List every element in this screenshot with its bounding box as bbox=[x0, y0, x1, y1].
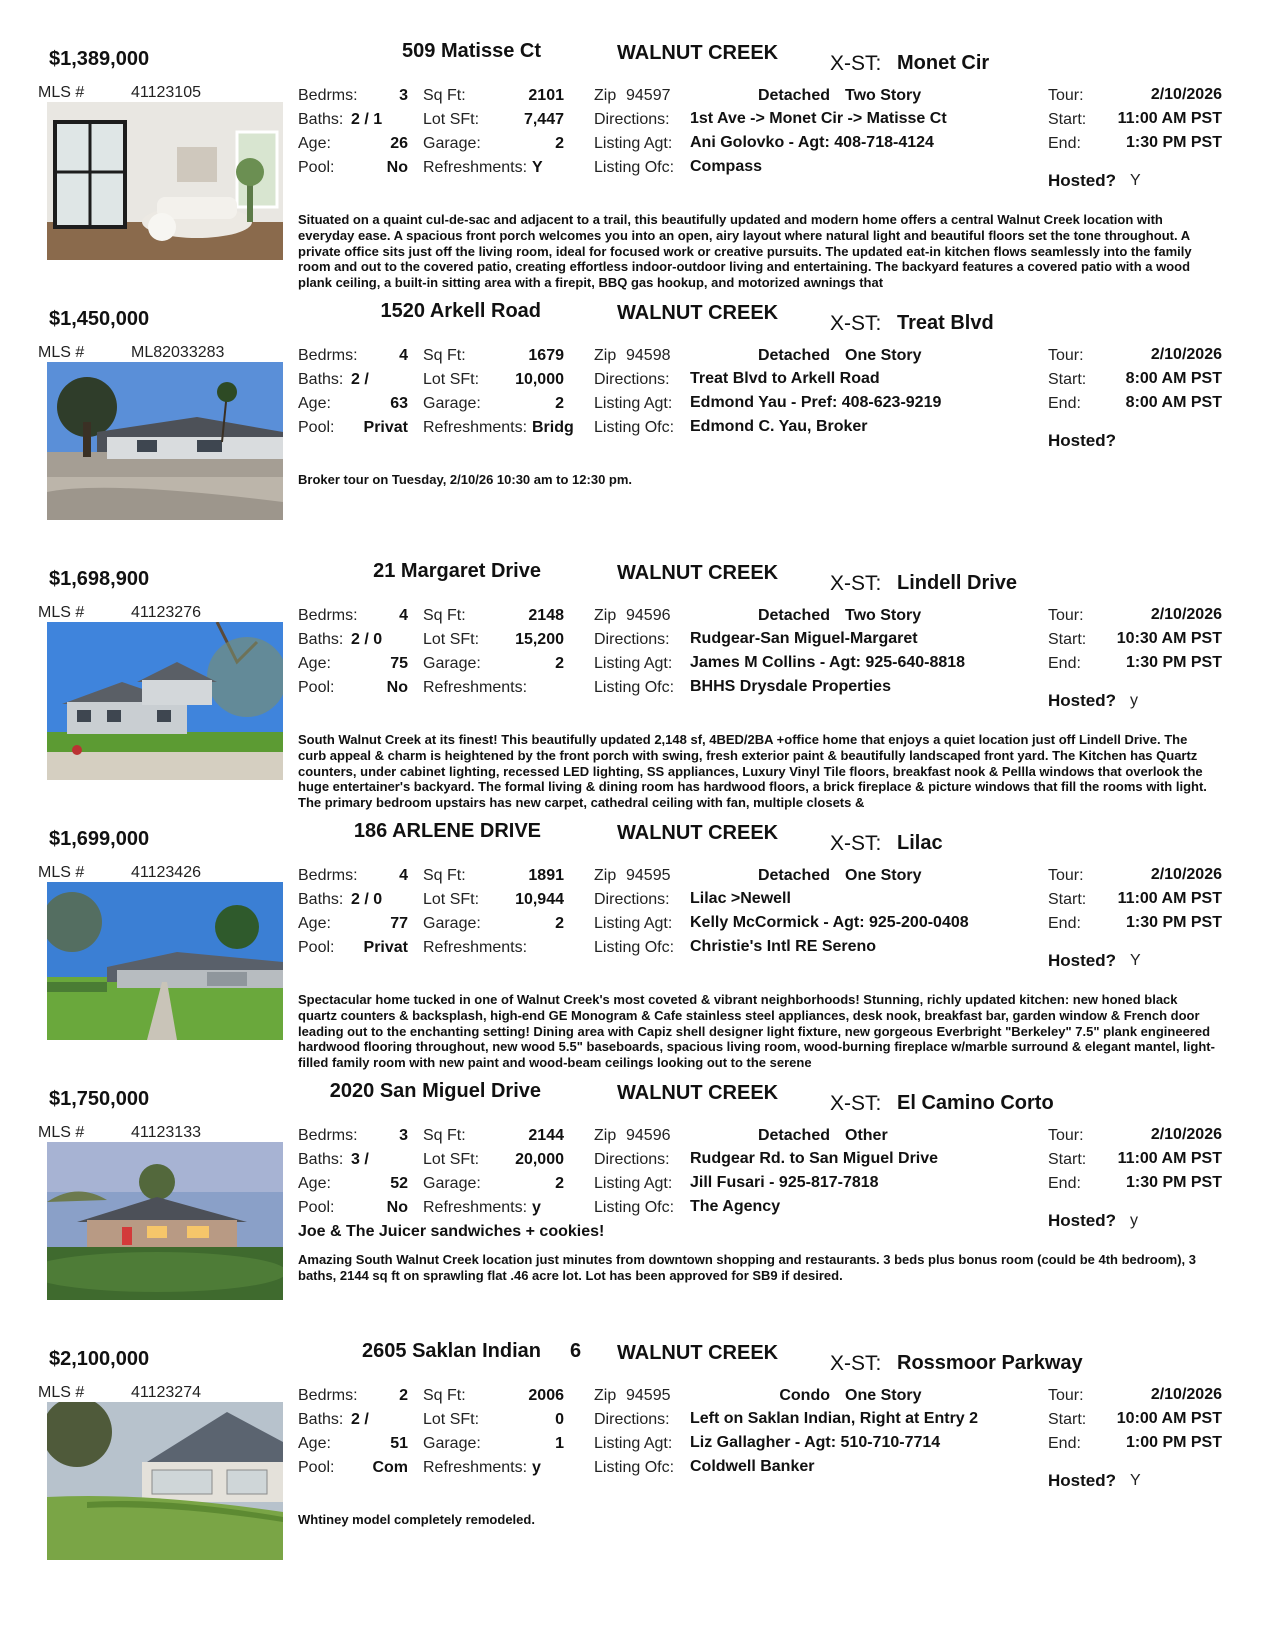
zip-label: Zip bbox=[594, 1127, 617, 1144]
listing-agent-value: Kelly McCormick - Agt: 925-200-0408 bbox=[690, 914, 969, 931]
listing-agent-label: Listing Agt: bbox=[594, 915, 673, 932]
listing-block bbox=[0, 296, 1275, 556]
lot-sqft-value: 7,447 bbox=[523, 111, 564, 128]
end-time-label: End: bbox=[1048, 655, 1081, 672]
listing-remarks: South Walnut Creek at its finest! This beautifully updated 2,148 sf, 4BED/2BA +office home that enjoys a quiet location just off Lindell Drive. The curb appeal & charm is heightened by the front porch with swing, fresh exterior paint & beautifully landscaped front yard. The Kitchen has Quartz counters, under cabinet lighting, recessed LED lighting, SS appliances, Luxury Vinyl Tile floors, breakfast nook & Pellla windows that overlook the huge entertainer's backyard. The formal living & dining room has hardwood floors, a brick fireplace & picture windows that fill the rooms with light. The primary bedroom upstairs has new carpet, cathedral ceiling with fan, multiple closets & bbox=[298, 732, 1207, 811]
start-time-value: 11:00 AM PST bbox=[1117, 890, 1222, 907]
listing-block bbox=[0, 556, 1275, 816]
lot-sqft-value: 20,000 bbox=[515, 1151, 564, 1168]
directions-label: Directions: bbox=[594, 1151, 670, 1168]
listing-price: $1,389,000 bbox=[49, 48, 150, 70]
pool-value: Privat bbox=[363, 939, 408, 956]
cross-street-label: X-ST: bbox=[830, 832, 882, 855]
garage-label: Garage: bbox=[423, 915, 481, 932]
baths-value: 2 / 0 bbox=[351, 631, 383, 648]
age-value: 77 bbox=[390, 915, 408, 932]
listing-office-label: Listing Ofc: bbox=[594, 419, 675, 436]
sqft-label: Sq Ft: bbox=[423, 1387, 466, 1404]
tour-date-label: Tour: bbox=[1048, 87, 1084, 104]
pool-label: Pool: bbox=[298, 679, 335, 696]
end-time-value: 1:30 PM PST bbox=[1125, 134, 1222, 151]
property-type: Detached bbox=[757, 607, 830, 624]
lot-sqft-value: 0 bbox=[555, 1411, 564, 1428]
age-label: Age: bbox=[298, 395, 331, 412]
stories: Two Story bbox=[845, 87, 922, 104]
end-time-label: End: bbox=[1048, 135, 1081, 152]
listing-address[interactable]: 2605 Saklan Indian bbox=[362, 1340, 541, 1362]
refreshments-label: Refreshments: bbox=[423, 1199, 528, 1216]
listing-office-value: Compass bbox=[690, 158, 763, 175]
listing-unit: 6 bbox=[570, 1340, 582, 1362]
mls-number: 41123426 bbox=[131, 864, 201, 881]
bedrooms-value: 2 bbox=[399, 1387, 408, 1404]
hosted-value: Y bbox=[1130, 1472, 1141, 1489]
listing-office-value: Edmond C. Yau, Broker bbox=[690, 418, 868, 435]
bedrooms-label: Bedrms: bbox=[298, 347, 358, 364]
listing-address[interactable]: 2020 San Miguel Drive bbox=[329, 1080, 541, 1102]
sqft-value: 1891 bbox=[528, 867, 564, 884]
listing-address[interactable]: 21 Margaret Drive bbox=[373, 560, 541, 582]
garage-value: 1 bbox=[555, 1435, 564, 1452]
start-time-label: Start: bbox=[1048, 1151, 1087, 1168]
cross-street-label: X-ST: bbox=[830, 1092, 882, 1115]
baths-label: Baths: bbox=[298, 1411, 344, 1428]
listing-office-label: Listing Ofc: bbox=[594, 939, 675, 956]
end-time-label: End: bbox=[1048, 395, 1081, 412]
mls-label: MLS # bbox=[38, 864, 85, 881]
directions-label: Directions: bbox=[594, 111, 670, 128]
stories: Other bbox=[845, 1127, 888, 1144]
pool-value: No bbox=[386, 679, 408, 696]
listing-address[interactable]: 1520 Arkell Road bbox=[380, 300, 541, 322]
listing-price: $1,698,900 bbox=[49, 568, 150, 590]
listing-agent-label: Listing Agt: bbox=[594, 1175, 673, 1192]
lot-sqft-label: Lot SFt: bbox=[423, 631, 480, 648]
lot-sqft-label: Lot SFt: bbox=[423, 371, 480, 388]
property-type: Detached bbox=[757, 867, 830, 884]
property-type: Detached bbox=[757, 1127, 830, 1144]
mls-number: ML82033283 bbox=[131, 344, 225, 361]
directions-label: Directions: bbox=[594, 1411, 670, 1428]
refreshments-label: Refreshments: bbox=[423, 159, 528, 176]
listing-office-label: Listing Ofc: bbox=[594, 679, 675, 696]
tour-date-value: 2/10/2026 bbox=[1150, 606, 1222, 623]
listing-city: WALNUT CREEK bbox=[617, 42, 779, 64]
sqft-label: Sq Ft: bbox=[423, 87, 466, 104]
bedrooms-label: Bedrms: bbox=[298, 867, 358, 884]
start-time-value: 10:00 AM PST bbox=[1116, 1410, 1222, 1427]
start-time-label: Start: bbox=[1048, 631, 1087, 648]
listing-office-value: The Agency bbox=[690, 1198, 781, 1215]
cross-street-label: X-ST: bbox=[830, 1352, 882, 1375]
directions-value: Rudgear Rd. to San Miguel Drive bbox=[690, 1150, 939, 1167]
start-time-label: Start: bbox=[1048, 1411, 1087, 1428]
listing-agent-value: James M Collins - Agt: 925-640-8818 bbox=[690, 654, 966, 671]
age-value: 51 bbox=[390, 1435, 408, 1452]
garage-value: 2 bbox=[555, 655, 564, 672]
listing-office-label: Listing Ofc: bbox=[594, 1199, 675, 1216]
listing-remarks: Whtiney model completely remodeled. bbox=[298, 1512, 535, 1527]
listing-remarks: Amazing South Walnut Creek location just minutes from downtown shopping and restaurants. 3 beds plus bonus room (could be 4th bedroom), 3 baths, 2144 sq ft on sprawling flat .46 acre lot. Lot has been approved for SB9 if desired. bbox=[298, 1252, 1197, 1283]
age-value: 26 bbox=[390, 135, 408, 152]
sqft-value: 2101 bbox=[528, 87, 564, 104]
lot-sqft-label: Lot SFt: bbox=[423, 891, 480, 908]
refreshment-note: Joe & The Juicer sandwiches + cookies! bbox=[298, 1223, 605, 1240]
listing-price: $1,750,000 bbox=[49, 1088, 150, 1110]
bedrooms-value: 3 bbox=[399, 1127, 408, 1144]
cross-street: Rossmoor Parkway bbox=[897, 1352, 1083, 1374]
pool-label: Pool: bbox=[298, 419, 335, 436]
listing-address[interactable]: 186 ARLENE DRIVE bbox=[353, 820, 541, 842]
listing-agent-label: Listing Agt: bbox=[594, 655, 673, 672]
hosted-label: Hosted? bbox=[1048, 431, 1116, 450]
directions-value: Rudgear-San Miguel-Margaret bbox=[690, 630, 918, 647]
hosted-label: Hosted? bbox=[1048, 691, 1116, 710]
pool-value: No bbox=[386, 159, 408, 176]
listing-remarks: Spectacular home tucked in one of Walnut Creek's most coveted & vibrant neighborhoods! Stunning, richly updated kitchen: new honed black quartz counters & backsplash, high-end GE Monogram & Cafe stainless steel appliances, desk nook, breakfast bar, garden window & French door leading out to the enchanting setting! Dining area with Capiz shell designer light fixture, new gorgeous Everbright "Berkeley" 7.5" plank engineered hardwood flooring throughout, new wood 5.5" baseboards, spacious living room, wood-burning fireplace w/marble surround & elegant mantel, light-filled family room with new paint and wood-beam ceilings looking out to the serene bbox=[298, 992, 1215, 1071]
listing-agent-label: Listing Agt: bbox=[594, 135, 673, 152]
listing-block bbox=[0, 816, 1275, 1076]
listing-office-value: Christie's Intl RE Sereno bbox=[690, 938, 877, 955]
end-time-value: 1:30 PM PST bbox=[1125, 1174, 1222, 1191]
lot-sqft-label: Lot SFt: bbox=[423, 1151, 480, 1168]
directions-label: Directions: bbox=[594, 891, 670, 908]
listing-city: WALNUT CREEK bbox=[617, 562, 779, 584]
hosted-label: Hosted? bbox=[1048, 951, 1116, 970]
hosted-label: Hosted? bbox=[1048, 1471, 1116, 1490]
tour-date-label: Tour: bbox=[1048, 607, 1084, 624]
end-time-label: End: bbox=[1048, 915, 1081, 932]
listing-photo[interactable] bbox=[47, 622, 283, 780]
listing-city: WALNUT CREEK bbox=[617, 1342, 779, 1364]
listing-remarks: Broker tour on Tuesday, 2/10/26 10:30 am to 12:30 pm. bbox=[298, 472, 633, 487]
listing-block bbox=[0, 36, 1275, 296]
mls-label: MLS # bbox=[38, 604, 85, 621]
garage-label: Garage: bbox=[423, 135, 481, 152]
zip-value: 94595 bbox=[626, 1387, 671, 1404]
tour-date-value: 2/10/2026 bbox=[1150, 1386, 1222, 1403]
listing-photo[interactable] bbox=[47, 102, 283, 260]
end-time-value: 1:30 PM PST bbox=[1125, 654, 1222, 671]
stories: One Story bbox=[845, 1387, 922, 1404]
pool-value: No bbox=[386, 1199, 408, 1216]
listing-office-value: BHHS Drysdale Properties bbox=[690, 678, 891, 695]
lot-sqft-value: 10,000 bbox=[515, 371, 564, 388]
listing-photo[interactable] bbox=[47, 362, 283, 520]
listing-photo[interactable] bbox=[47, 882, 283, 1040]
lot-sqft-value: 10,944 bbox=[515, 891, 564, 908]
start-time-value: 10:30 AM PST bbox=[1116, 630, 1222, 647]
tour-date-label: Tour: bbox=[1048, 867, 1084, 884]
listing-price: $1,450,000 bbox=[49, 308, 150, 330]
sqft-value: 1679 bbox=[528, 347, 564, 364]
listing-price: $1,699,000 bbox=[49, 828, 150, 850]
zip-label: Zip bbox=[594, 607, 617, 624]
tour-date-label: Tour: bbox=[1048, 1127, 1084, 1144]
baths-label: Baths: bbox=[298, 111, 344, 128]
end-time-value: 1:00 PM PST bbox=[1125, 1434, 1222, 1451]
mls-number: 41123105 bbox=[131, 84, 201, 101]
hosted-value: Y bbox=[1130, 952, 1141, 969]
listing-agent-value: Jill Fusari - 925-817-7818 bbox=[690, 1174, 879, 1191]
age-label: Age: bbox=[298, 915, 331, 932]
age-value: 52 bbox=[390, 1175, 408, 1192]
listing-agent-value: Liz Gallagher - Agt: 510-710-7714 bbox=[690, 1434, 941, 1451]
mls-label: MLS # bbox=[38, 84, 85, 101]
cross-street: Lilac bbox=[897, 832, 943, 854]
sqft-label: Sq Ft: bbox=[423, 867, 466, 884]
start-time-label: Start: bbox=[1048, 891, 1087, 908]
start-time-value: 8:00 AM PST bbox=[1125, 370, 1222, 387]
bedrooms-label: Bedrms: bbox=[298, 1387, 358, 1404]
lot-sqft-label: Lot SFt: bbox=[423, 111, 480, 128]
listing-agent-label: Listing Agt: bbox=[594, 395, 673, 412]
directions-value: Treat Blvd to Arkell Road bbox=[690, 370, 880, 387]
cross-street-label: X-ST: bbox=[830, 572, 882, 595]
mls-label: MLS # bbox=[38, 1384, 85, 1401]
bedrooms-value: 4 bbox=[399, 867, 408, 884]
bedrooms-label: Bedrms: bbox=[298, 1127, 358, 1144]
baths-value: 2 / 1 bbox=[351, 111, 383, 128]
listing-photo[interactable] bbox=[47, 1402, 283, 1560]
listing-remarks: Situated on a quaint cul-de-sac and adjacent to a trail, this beautifully updated and modern home offers a central Walnut Creek location with everyday ease. A spacious front porch welcomes you into an open, airy layout where natural light and beautiful floors set the tone throughout. A private office sits just off the living room, ideal for focused work or creative pursuits. The updated eat-in kitchen flows seamlessly into the family room and out to the covered patio, creating effortless indoor-outdoor living and entertaining. The backyard features a covered patio with a wood plank ceiling, a built-in sitting area with a firepit, BBQ gas hookup, and motorized awnings that bbox=[298, 212, 1192, 291]
baths-value: 2 / bbox=[351, 1411, 369, 1428]
bedrooms-value: 4 bbox=[399, 607, 408, 624]
listing-photo[interactable] bbox=[47, 1142, 283, 1300]
sqft-value: 2006 bbox=[528, 1387, 564, 1404]
directions-value: 1st Ave -> Monet Cir -> Matisse Ct bbox=[690, 110, 947, 127]
age-label: Age: bbox=[298, 1175, 331, 1192]
bedrooms-value: 3 bbox=[399, 87, 408, 104]
cross-street: Lindell Drive bbox=[897, 572, 1018, 594]
lot-sqft-value: 15,200 bbox=[515, 631, 564, 648]
garage-label: Garage: bbox=[423, 1435, 481, 1452]
listing-office-label: Listing Ofc: bbox=[594, 1459, 675, 1476]
zip-label: Zip bbox=[594, 867, 617, 884]
pool-value: Privat bbox=[363, 419, 408, 436]
listing-block bbox=[0, 1076, 1275, 1336]
pool-label: Pool: bbox=[298, 1459, 335, 1476]
listing-city: WALNUT CREEK bbox=[617, 302, 779, 324]
age-value: 75 bbox=[390, 655, 408, 672]
listing-agent-value: Edmond Yau - Pref: 408-623-9219 bbox=[690, 394, 942, 411]
mls-number: 41123133 bbox=[131, 1124, 201, 1141]
zip-value: 94596 bbox=[626, 1127, 671, 1144]
zip-value: 94598 bbox=[626, 347, 671, 364]
listing-address[interactable]: 509 Matisse Ct bbox=[402, 40, 541, 62]
sqft-value: 2144 bbox=[528, 1127, 564, 1144]
refreshments-value: y bbox=[532, 1199, 541, 1216]
sqft-value: 2148 bbox=[528, 607, 564, 624]
hosted-label: Hosted? bbox=[1048, 1211, 1116, 1230]
baths-label: Baths: bbox=[298, 891, 344, 908]
baths-label: Baths: bbox=[298, 371, 344, 388]
refreshments-label: Refreshments: bbox=[423, 679, 528, 696]
cross-street-label: X-ST: bbox=[830, 52, 882, 75]
pool-label: Pool: bbox=[298, 159, 335, 176]
listing-city: WALNUT CREEK bbox=[617, 1082, 779, 1104]
tour-date-value: 2/10/2026 bbox=[1150, 346, 1222, 363]
garage-value: 2 bbox=[555, 915, 564, 932]
refreshments-value: y bbox=[532, 1459, 541, 1476]
mls-label: MLS # bbox=[38, 344, 85, 361]
cross-street: El Camino Corto bbox=[897, 1092, 1054, 1114]
baths-value: 2 / 0 bbox=[351, 891, 383, 908]
bedrooms-label: Bedrms: bbox=[298, 87, 358, 104]
listing-city: WALNUT CREEK bbox=[617, 822, 779, 844]
end-time-label: End: bbox=[1048, 1175, 1081, 1192]
age-label: Age: bbox=[298, 655, 331, 672]
property-type: Detached bbox=[757, 347, 830, 364]
hosted-value: y bbox=[1130, 692, 1138, 709]
end-time-value: 1:30 PM PST bbox=[1125, 914, 1222, 931]
hosted-label: Hosted? bbox=[1048, 171, 1116, 190]
tour-date-value: 2/10/2026 bbox=[1150, 1126, 1222, 1143]
pool-label: Pool: bbox=[298, 1199, 335, 1216]
zip-label: Zip bbox=[594, 347, 617, 364]
refreshments-label: Refreshments: bbox=[423, 419, 528, 436]
garage-label: Garage: bbox=[423, 1175, 481, 1192]
stories: One Story bbox=[845, 867, 922, 884]
bedrooms-label: Bedrms: bbox=[298, 607, 358, 624]
garage-value: 2 bbox=[555, 1175, 564, 1192]
start-time-label: Start: bbox=[1048, 111, 1087, 128]
age-value: 63 bbox=[390, 395, 408, 412]
start-time-value: 11:00 AM PST bbox=[1117, 110, 1222, 127]
listing-agent-label: Listing Agt: bbox=[594, 1435, 673, 1452]
zip-value: 94597 bbox=[626, 87, 671, 104]
hosted-value: y bbox=[1130, 1212, 1138, 1229]
end-time-value: 8:00 AM PST bbox=[1125, 394, 1222, 411]
lot-sqft-label: Lot SFt: bbox=[423, 1411, 480, 1428]
bedrooms-value: 4 bbox=[399, 347, 408, 364]
start-time-value: 11:00 AM PST bbox=[1117, 1150, 1222, 1167]
listing-agent-value: Ani Golovko - Agt: 408-718-4124 bbox=[690, 134, 934, 151]
cross-street-label: X-ST: bbox=[830, 312, 882, 335]
cross-street: Monet Cir bbox=[897, 52, 990, 74]
directions-value: Lilac >Newell bbox=[690, 890, 791, 907]
baths-label: Baths: bbox=[298, 631, 344, 648]
zip-value: 94596 bbox=[626, 607, 671, 624]
pool-value: Com bbox=[372, 1459, 408, 1476]
refreshments-value: Bridg bbox=[532, 419, 574, 436]
zip-label: Zip bbox=[594, 87, 617, 104]
garage-label: Garage: bbox=[423, 655, 481, 672]
zip-label: Zip bbox=[594, 1387, 617, 1404]
refreshments-value: Y bbox=[532, 159, 543, 176]
garage-label: Garage: bbox=[423, 395, 481, 412]
listing-block bbox=[0, 1336, 1275, 1596]
tour-date-value: 2/10/2026 bbox=[1150, 86, 1222, 103]
garage-value: 2 bbox=[555, 395, 564, 412]
hosted-value: Y bbox=[1130, 172, 1141, 189]
sqft-label: Sq Ft: bbox=[423, 607, 466, 624]
stories: One Story bbox=[845, 347, 922, 364]
pool-label: Pool: bbox=[298, 939, 335, 956]
mls-number: 41123274 bbox=[131, 1384, 201, 1401]
mls-number: 41123276 bbox=[131, 604, 201, 621]
refreshments-label: Refreshments: bbox=[423, 1459, 528, 1476]
start-time-label: Start: bbox=[1048, 371, 1087, 388]
listing-office-label: Listing Ofc: bbox=[594, 159, 675, 176]
garage-value: 2 bbox=[555, 135, 564, 152]
age-label: Age: bbox=[298, 1435, 331, 1452]
refreshments-label: Refreshments: bbox=[423, 939, 528, 956]
stories: Two Story bbox=[845, 607, 922, 624]
listing-price: $2,100,000 bbox=[49, 1348, 150, 1370]
directions-value: Left on Saklan Indian, Right at Entry 2 bbox=[690, 1410, 979, 1427]
baths-value: 2 / bbox=[351, 371, 369, 388]
listing-office-value: Coldwell Banker bbox=[690, 1458, 815, 1475]
zip-value: 94595 bbox=[626, 867, 671, 884]
tour-date-value: 2/10/2026 bbox=[1150, 866, 1222, 883]
tour-date-label: Tour: bbox=[1048, 1387, 1084, 1404]
age-label: Age: bbox=[298, 135, 331, 152]
end-time-label: End: bbox=[1048, 1435, 1081, 1452]
tour-date-label: Tour: bbox=[1048, 347, 1084, 364]
baths-value: 3 / bbox=[351, 1151, 369, 1168]
mls-label: MLS # bbox=[38, 1124, 85, 1141]
baths-label: Baths: bbox=[298, 1151, 344, 1168]
sqft-label: Sq Ft: bbox=[423, 347, 466, 364]
property-type: Detached bbox=[757, 87, 830, 104]
sqft-label: Sq Ft: bbox=[423, 1127, 466, 1144]
cross-street: Treat Blvd bbox=[897, 312, 994, 334]
directions-label: Directions: bbox=[594, 631, 670, 648]
property-type: Condo bbox=[779, 1387, 830, 1404]
directions-label: Directions: bbox=[594, 371, 670, 388]
